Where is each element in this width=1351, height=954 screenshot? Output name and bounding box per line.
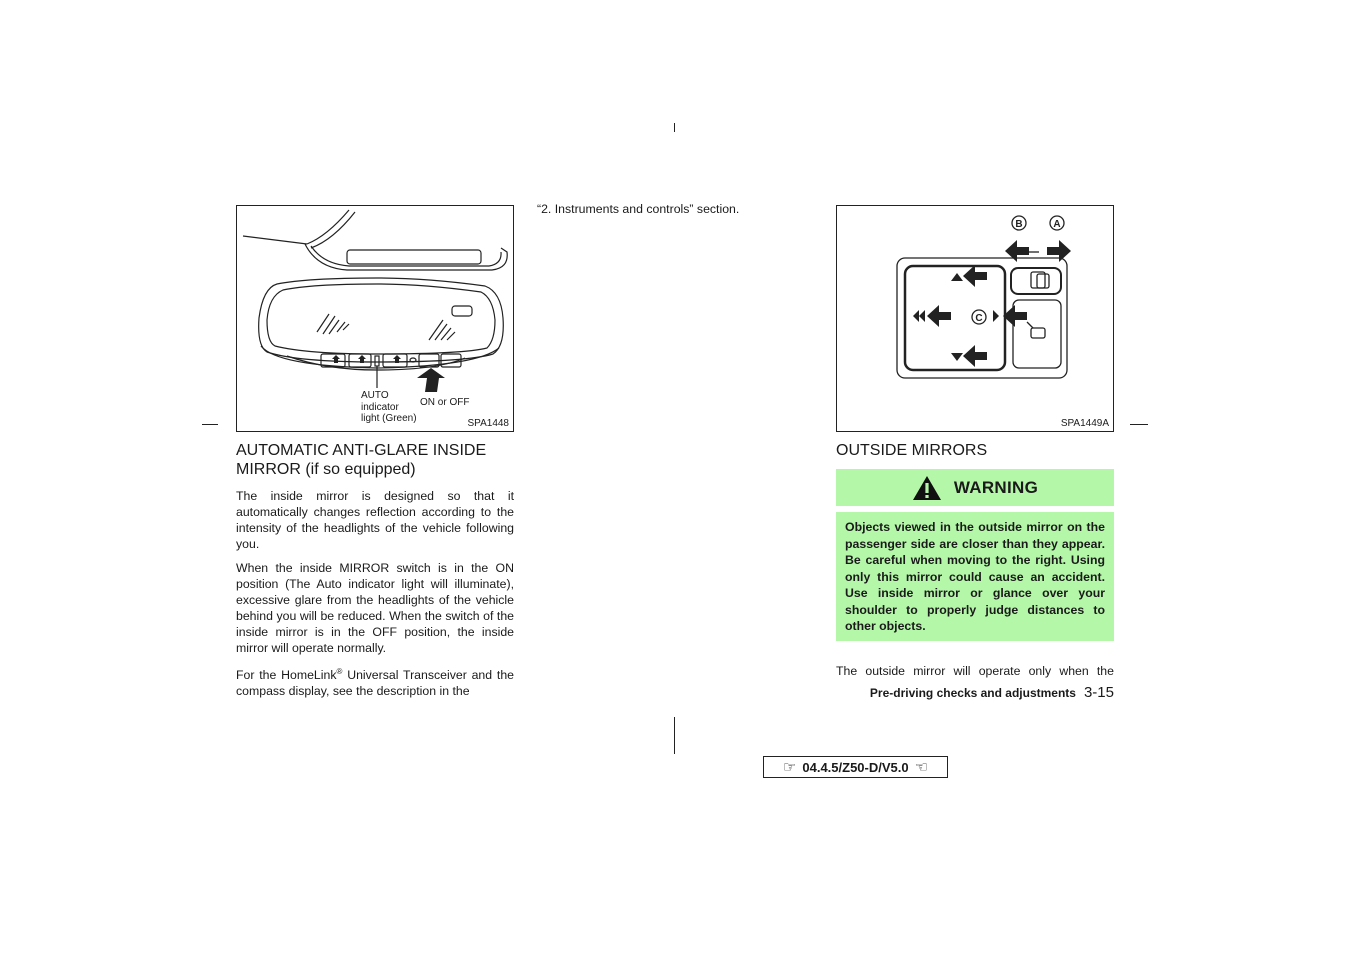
paragraph: For the HomeLink® Universal Transceiver and the compass display, see the description in the <box>236 667 515 699</box>
page-footer <box>836 684 1114 702</box>
version-label: 04.4.5/Z50-D/V5.0 <box>802 759 909 775</box>
outside-mirror-switch-figure <box>836 205 1114 432</box>
figure-code: SPA1449A <box>1060 418 1109 429</box>
pointing-hand-right-icon: ☞ <box>782 759 797 776</box>
crop-mark-right <box>1130 424 1148 425</box>
crop-mark-top <box>674 123 675 132</box>
paragraph: The outside mirror will operate only when the <box>836 664 1114 678</box>
auto-indicator-callout: AUTO indicator light (Green) <box>361 390 417 424</box>
pointing-hand-left-icon: ☜ <box>914 759 929 776</box>
inside-mirror-figure <box>236 205 514 432</box>
warning-text: Objects viewed in the outside mirror on the passenger side are closer than they appear. Be careful when moving to the right. Using only this mirror could cause an accident. Use inside mirror or glance over your shoulder to properly judge distances to other objects. <box>836 512 1114 641</box>
outside-mirror-switch-illustration <box>837 206 1113 431</box>
page-number: 3-15 <box>1083 684 1114 701</box>
left-column-text <box>236 441 514 707</box>
crop-mark-bottom <box>674 717 675 754</box>
label-c: C <box>975 313 983 324</box>
footer-section-title: Pre-driving checks and adjustments <box>869 686 1076 700</box>
warning-header <box>836 469 1114 506</box>
paragraph: When the inside MIRROR switch is in the ON position (The Auto indicator light will illuminate), excessive glare from the headlights of the vehicle behind you will be reduced. When the switch of the inside mirror is in the OFF position, the inside mirror will operate normally. <box>236 561 514 655</box>
label-a: A <box>1053 219 1061 230</box>
continued-text: “2. Instruments and controls” section. <box>537 202 740 216</box>
section-heading: OUTSIDE MIRRORS <box>836 442 988 459</box>
warning-title: WARNING <box>953 477 1039 497</box>
section-heading: AUTOMATIC ANTI-GLARE INSIDE MIRROR (if so equipped) <box>236 442 487 478</box>
paragraph: The inside mirror is designed so that it automatically changes reflection according to the intensity of the headlights of the vehicle following you. <box>236 489 514 551</box>
version-box <box>763 756 948 778</box>
label-b: B <box>1015 219 1023 230</box>
crop-mark-left <box>202 424 218 425</box>
figure-code: SPA1448 <box>467 418 509 429</box>
on-off-callout: ON or OFF <box>420 397 470 408</box>
warning-triangle-icon <box>912 475 942 501</box>
